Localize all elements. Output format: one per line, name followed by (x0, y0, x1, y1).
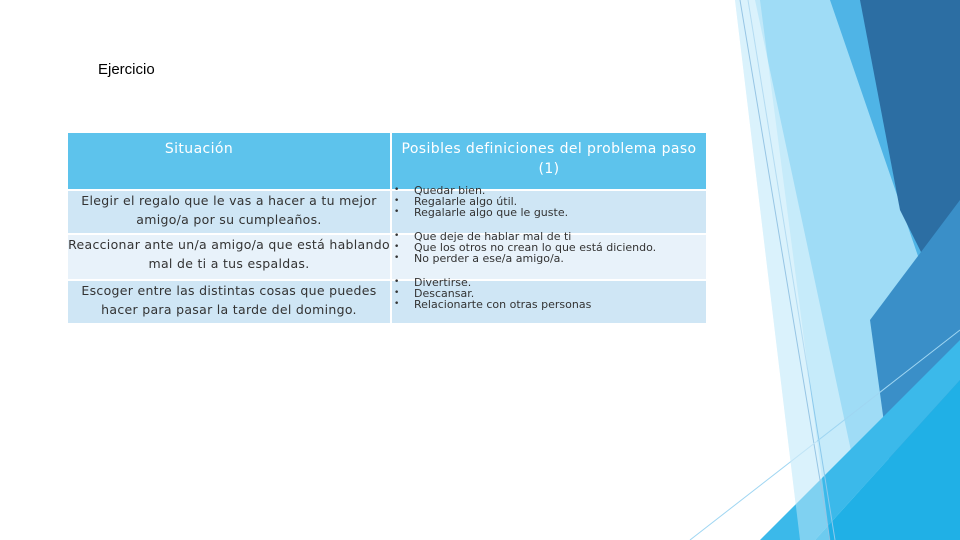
header-definiciones: Posibles definiciones del problema paso (1) (391, 132, 707, 190)
bullet-icon: • (394, 196, 400, 206)
list-item (392, 207, 706, 218)
bullet-icon: • (394, 207, 400, 217)
definition-text: Descansar. (414, 287, 475, 300)
bullet-icon: • (394, 242, 400, 252)
bullet-icon: • (394, 288, 400, 298)
list-item (392, 253, 706, 264)
definitions-cell (391, 184, 707, 234)
bullet-icon: • (394, 253, 400, 263)
definition-text: Regalarle algo útil. (414, 195, 518, 208)
definition-text: Que los otros no crean lo que está diciendo. (414, 241, 657, 254)
situation-cell: Elegir el regalo que le vas a hacer a tu mejor amigo/a por su cumpleaños. (67, 190, 391, 234)
table-header-row (67, 132, 707, 190)
table-row (67, 234, 707, 280)
header-situacion: Situación (67, 132, 391, 190)
definitions-list (392, 185, 706, 218)
definitions-cell (391, 230, 707, 280)
definition-text: Divertirse. (414, 276, 472, 289)
definitions-list (392, 231, 706, 264)
definitions-cell (391, 276, 707, 324)
definition-text: Que deje de hablar mal de ti (414, 230, 572, 243)
bullet-icon: • (394, 231, 400, 241)
definitions-list (392, 277, 706, 310)
bullet-icon: • (394, 299, 400, 309)
bullet-icon: • (394, 277, 400, 287)
table-row (67, 190, 707, 234)
bullet-icon: • (394, 185, 400, 195)
problem-definition-table (66, 131, 708, 325)
definition-text: Quedar bien. (414, 184, 486, 197)
definition-text: Regalarle algo que le guste. (414, 206, 569, 219)
list-item (392, 299, 706, 310)
slide-title: Ejercicio (98, 61, 155, 78)
situation-cell: Reaccionar ante un/a amigo/a que está hablando mal de ti a tus espaldas. (67, 234, 391, 280)
table-row (67, 280, 707, 324)
situation-cell: Escoger entre las distintas cosas que puedes hacer para pasar la tarde del domingo. (67, 280, 391, 324)
definition-text: Relacionarte con otras personas (414, 298, 592, 311)
definition-text: No perder a ese/a amigo/a. (414, 252, 564, 265)
